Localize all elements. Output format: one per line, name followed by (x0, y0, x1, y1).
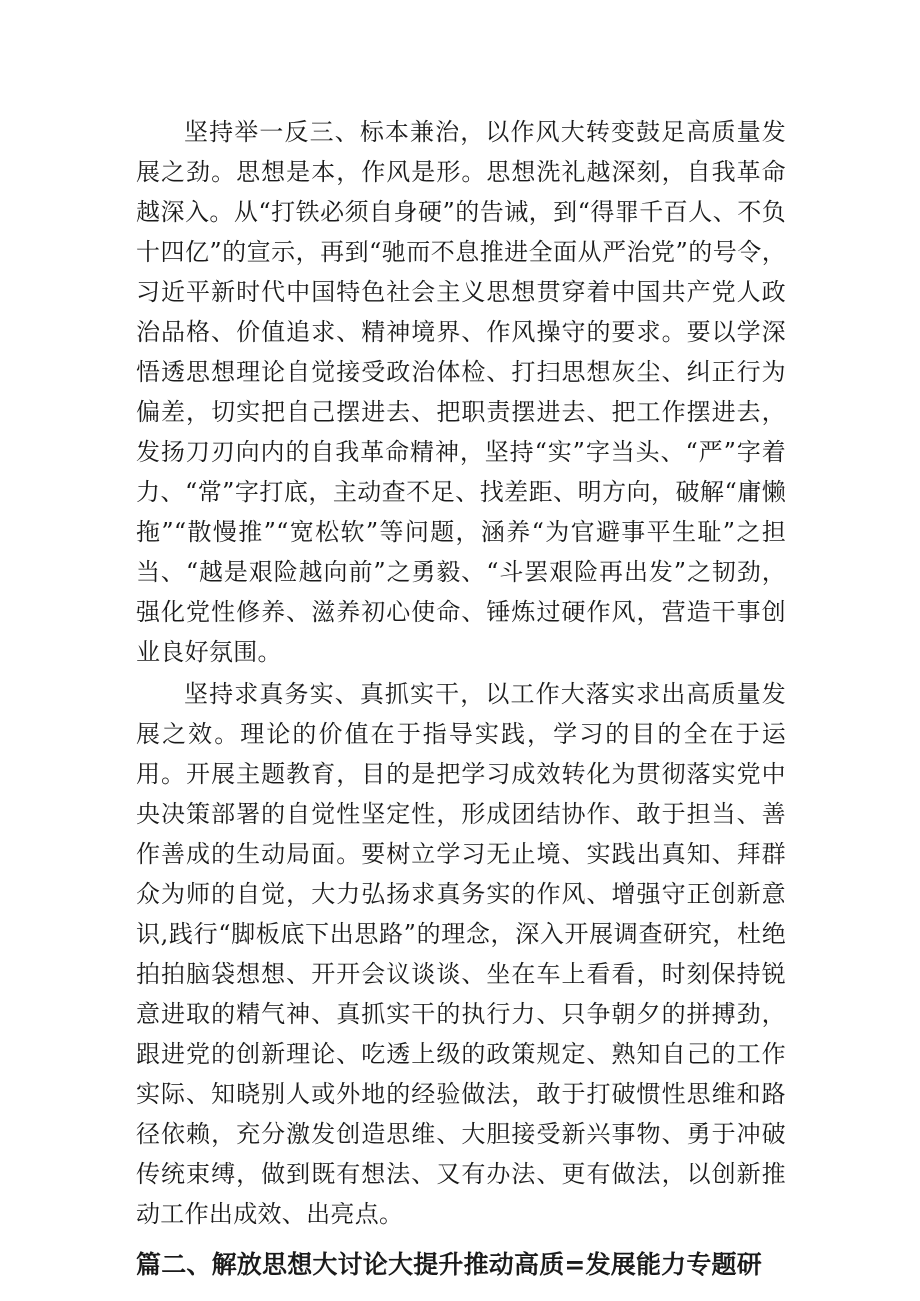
paragraph-style-transformation: 坚持举一反三、标本兼治，以作风大转变鼓足高质量发展之劲。思想是本，作风是形。思想洗礼越深刻，自我革命越深入。从“打铁必须自身硬”的告诫，到“得罪千百人、不负十四亿”的宣示，再到“驰而不息推进全面从严治党”的号令，习近平新时代中国特色社会主义思想贯穿着中国共产党人政治品格、价值追求、精神境界、作风操守的要求。要以学深悟透思想理论自觉接受政治体检、打扫思想灰尘、纠正行为偏差，切实把自己摆进去、把职责摆进去、把工作摆进去，发扬刀刃向内的自我革命精神，坚持“实”字当头、“严”字着力、“常”字打底，主动查不足、找差距、明方向，破解“庸懒拖”“散慢推”“宽松软”等问题，涵养“为官避事平生耻”之担当、“越是艰险越向前”之勇毅、“斗罢艰险再出发”之韧劲，强化党性修养、滋养初心使命、锤炼过硬作风，营造干事创业良好氛围。 (136, 118, 786, 666)
document-body (136, 112, 786, 1286)
paragraph-practical-work: 坚持求真务实、真抓实干，以工作大落实求出高质量发展之效。理论的价值在于指导实践，学习的目的全在于运用。开展主题教育，目的是把学习成效转化为贯彻落实党中央决策部署的自觉性坚定性，形成团结协作、敢于担当、善作善成的生动局面。要树立学习无止境、实践出真知、拜群众为师的自觉，大力弘扬求真务实的作风、增强守正创新意识,践行“脚板底下出思路”的理念，深入开展调查研究，杜绝拍拍脑袋想想、开开会议谈谈、坐在车上看看，时刻保持锐意进取的精气神、真抓实干的执行力、只争朝夕的拼搏劲，跟进党的创新理论、吃透上级的政策规定、熟知自己的工作实际、知晓别人或外地的经验做法，敢于打破惯性思维和路径依赖，充分激发创造思维、大胆接受新兴事物、勇于冲破传统束缚，做到既有想法、又有办法、更有做法，以创新推动工作出成效、出亮点。 (136, 680, 786, 1228)
section-heading: 篇二、解放思想大讨论大提升推动高质=发展能力专题研 (136, 1250, 762, 1279)
